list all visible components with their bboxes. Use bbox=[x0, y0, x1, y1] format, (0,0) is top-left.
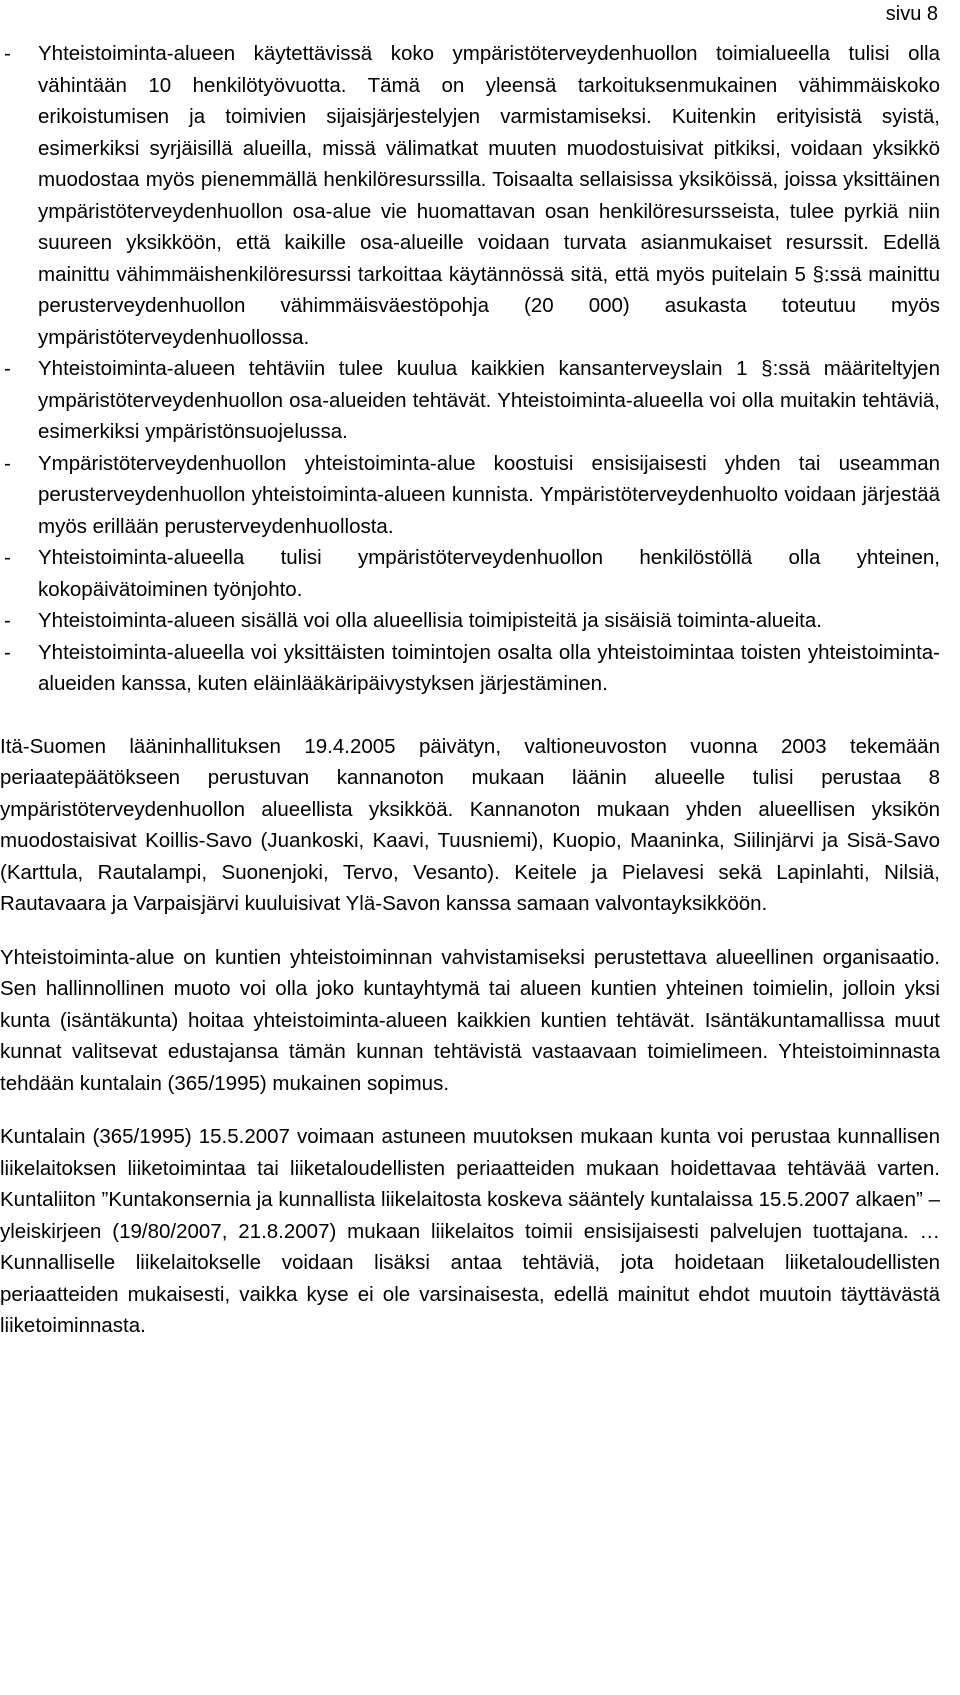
document-body bbox=[0, 38, 940, 1342]
page-number: sivu 8 bbox=[885, 3, 938, 25]
list-item-text: Yhteistoiminta-alueella tulisi ympäristöterveydenhuollon henkilöstöllä olla yhteinen, kokopäivätoiminen työnjohto. bbox=[38, 546, 940, 601]
bullet-dash: - bbox=[4, 546, 11, 569]
bullet-dash: - bbox=[4, 609, 11, 632]
paragraph-yhteistoiminta-alue: Yhteistoiminta-alue on kuntien yhteistoiminnan vahvistamiseksi perustettava alueellinen organisaatio. Sen hallinnollinen muoto voi olla joko kuntayhtymä tai alueen kuntien yhteinen toimielin, jolloin yksi kunta (isäntäkunta) hoitaa yhteistoiminta-alueen kaikkien kuntien tehtävät. Isäntäkuntamallissa muut kunnat valitsevat edustajansa tämän kunnan tehtävistä vastaavaan toimielimeen. Yhteistoiminnasta tehdään kuntalain (365/1995) mukainen sopimus. bbox=[0, 945, 940, 1095]
list-item-text: Yhteistoiminta-alueen käytettävissä koko ympäristöterveydenhuollon toimialueella tulisi olla vähintään 10 henkilötyövuotta. Tämä on yleensä tarkoituksenmukainen vähimmäiskoko erikoistumisen ja toimivien sijaisjärjestelyjen varmistamiseksi. Kuitenkin erityisistä syistä, esimerkiksi syrjäisillä alueilla, missä välimatkat muuten muodostuisivat pitkiksi, voidaan yksikkö muodostaa myös pienemmällä henkilöresurssilla. Toisaalta sellaisissa yksiköissä, joissa yksittäinen ympäristöterveydenhuollon osa-alue vie huomattavan osan henkilöresursseista, tulee pyrkiä niin suureen yksikköön, että kaikille osa-alueille voidaan turvata asianmukaiset resurssit. Edellä mainittu vähimmäishenkilöresurssi tarkoittaa käytännössä sitä, että myös puitelain 5 §:ssä mainittu perusterveydenhuollon vähimmäisväestöpohja (20 000) asukasta toteutuu myös ympäristöterveydenhuollossa. bbox=[38, 42, 940, 349]
list-item bbox=[0, 605, 940, 637]
list-item-text: Ympäristöterveydenhuollon yhteistoiminta-alue koostuisi ensisijaisesti yhden tai useamman perusterveydenhuollon yhteistoiminta-alueen kunnista. Ympäristöterveydenhuolto voidaan järjestää myös erillään perusterveydenhuollosta. bbox=[38, 451, 940, 538]
bullet-list bbox=[0, 38, 940, 700]
list-item bbox=[0, 637, 940, 700]
list-item bbox=[0, 542, 940, 605]
list-item bbox=[0, 38, 940, 353]
bullet-dash: - bbox=[4, 42, 11, 65]
list-item bbox=[0, 353, 940, 448]
list-item-text: Yhteistoiminta-alueella voi yksittäisten toimintojen osalta olla yhteistoimintaa toisten yhteistoiminta-alueiden kanssa, kuten eläinlääkäripäivystyksen järjestäminen. bbox=[38, 640, 940, 695]
bullet-dash: - bbox=[4, 451, 11, 475]
list-item bbox=[0, 448, 940, 543]
bullet-dash: - bbox=[4, 357, 11, 380]
paragraph-kuntalaki: Kuntalain (365/1995) 15.5.2007 voimaan astuneen muutoksen mukaan kunta voi perustaa kunnallisen liikelaitoksen liiketoimintaa tai liiketaloudellisten periaatteiden mukaan hoidettavaa tehtävää varten. Kuntaliiton ”Kuntakonsernia ja kunnallista liikelaitosta koskeva sääntely kuntalaissa 15.5.2007 alkaen” – yleiskirjeen (19/80/2007, 21.8.2007) mukaan liikelaitos toimii ensisijaisesti palvelujen tuottajana. … Kunnalliselle liikelaitokselle voidaan lisäksi antaa tehtäviä, jota hoidetaan liiketaloudellisten periaatteiden mukaisesti, vaikka kyse ei ole varsinaisesta, edellä mainitut ehdot muutoin täyttävästä liiketoiminnasta. bbox=[0, 1125, 940, 1337]
paragraph-lanninhallitus: Itä-Suomen lääninhallituksen 19.4.2005 päivätyn, valtioneuvoston vuonna 2003 tekemään periaatepäätökseen perustuvan kannanoton mukaan läänin alueelle tulisi perustaa 8 ympäristöterveydenhuollon alueellista yksikköä. Kannanoton mukaan yhden alueellisen yksikön muodostaisivat Koillis-Savo (Juankoski, Kaavi, Tuusniemi), Kuopio, Maaninka, Siilinjärvi ja Sisä-Savo (Karttula, Rautalampi, Suonenjoki, Tervo, Vesanto). Keitele ja Pielavesi sekä Lapinlahti, Nilsiä, Rautavaara ja Varpaisjärvi kuuluisivat Ylä-Savon kanssa samaan valvontayksikköön. bbox=[0, 734, 940, 915]
list-item-text: Yhteistoiminta-alueen sisällä voi olla alueellisia toimipisteitä ja sisäisiä toiminta-alueita. bbox=[38, 609, 822, 632]
list-item-text: Yhteistoiminta-alueen tehtäviin tulee kuulua kaikkien kansanterveyslain 1 §:ssä määriteltyjen ympäristöterveydenhuollon osa-alueiden tehtävät. Yhteistoiminta-alueella voi olla muitakin tehtäviä, esimerkiksi ympäristönsuojelussa. bbox=[38, 357, 940, 443]
bullet-dash: - bbox=[4, 640, 11, 664]
